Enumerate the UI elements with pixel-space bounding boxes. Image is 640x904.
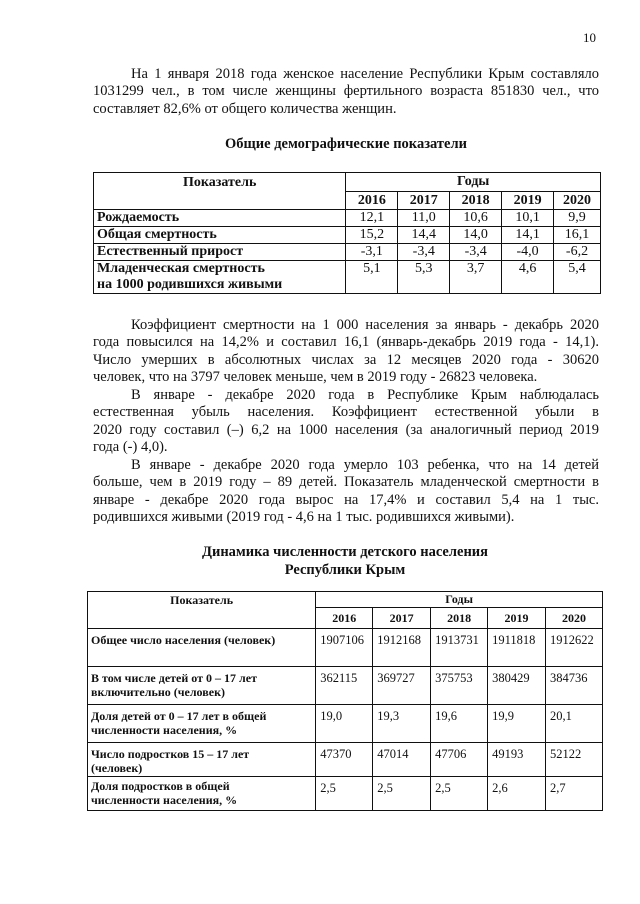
cell-value: 1911818: [488, 629, 546, 667]
cell-value: -3,4: [450, 244, 502, 261]
paragraph-line: естественная убыль населения. Коэффициент естественной убыли в: [93, 404, 599, 421]
paragraph-line: года повысился на 14,2% и составил 16,1 (январь-декабрь 2019 года - 14,1).: [93, 334, 599, 351]
row-label-line: Доля подростков в общей: [91, 779, 230, 793]
table-row: [94, 210, 601, 227]
demographic-indicators-table: [93, 172, 601, 294]
cell-value: 2,5: [431, 777, 488, 811]
paragraph-line: Число умерших в абсолютных числах за 12 месяцев 2020 года - 30620: [93, 351, 599, 368]
cell-value: 47370: [316, 743, 373, 777]
table1-title: Общие демографические показатели: [225, 136, 467, 152]
table2-year: 2017: [373, 608, 431, 629]
cell-value: 16,1: [554, 227, 601, 244]
cell-value: 14,0: [450, 227, 502, 244]
cell-value: -4,0: [502, 244, 554, 261]
row-label-line: численности населения, %: [91, 723, 238, 737]
row-label-line: численности населения, %: [91, 793, 238, 807]
table2-year: 2019: [488, 608, 546, 629]
table1-header-indicator: Показатель: [94, 173, 346, 210]
cell-value: 52122: [546, 743, 603, 777]
row-label-line: включительно (человек): [91, 685, 225, 699]
row-label: Естественный прирост: [94, 244, 346, 261]
table2-title-line: Республики Крым: [284, 562, 406, 578]
natural-decline-paragraph: [93, 387, 599, 457]
table1-header-years: Годы: [346, 173, 601, 192]
row-label-line: Общее число населения (человек): [91, 633, 276, 647]
table-row: [88, 705, 603, 743]
cell-value: 375753: [431, 667, 488, 705]
cell-value: 5,4: [554, 261, 601, 294]
cell-value: 5,3: [398, 261, 450, 294]
cell-value: 11,0: [398, 210, 450, 227]
cell-value: 380429: [488, 667, 546, 705]
cell-value: 19,6: [431, 705, 488, 743]
row-label-line: на 1000 родившихся живыми: [97, 277, 283, 292]
cell-value: 3,7: [450, 261, 502, 294]
cell-value: 369727: [373, 667, 431, 705]
table2-title: [87, 543, 603, 579]
mortality-paragraph: [93, 317, 599, 387]
row-label: [88, 777, 316, 811]
row-label: [88, 629, 316, 667]
row-label-line: Младенческая смертность: [97, 261, 265, 276]
table2-title-line: Динамика численности детского населения: [201, 544, 488, 560]
intro-line-1: На 1 января 2018 года женское население Республики Крым составляло: [131, 66, 599, 82]
table2-header-indicator: Показатель: [88, 592, 316, 629]
cell-value: 49193: [488, 743, 546, 777]
paragraph-line: года (-) 4,0).: [93, 439, 168, 456]
row-label: [88, 667, 316, 705]
cell-value: 12,1: [346, 210, 398, 227]
intro-line-3: составляет 82,6% от общего количества женщин.: [93, 100, 397, 117]
cell-value: 19,3: [373, 705, 431, 743]
cell-value: 10,6: [450, 210, 502, 227]
cell-value: 19,0: [316, 705, 373, 743]
cell-value: 2,6: [488, 777, 546, 811]
cell-value: 10,1: [502, 210, 554, 227]
table1-year: 2020: [554, 192, 601, 210]
row-label: [88, 705, 316, 743]
table-row: [94, 244, 601, 261]
row-label: Общая смертность: [94, 227, 346, 244]
cell-value: -3,4: [398, 244, 450, 261]
cell-value: 20,1: [546, 705, 603, 743]
table-row: [94, 227, 601, 244]
table2-year: 2020: [546, 608, 603, 629]
table2-header-years: Годы: [316, 592, 603, 608]
child-population-table: [87, 591, 603, 811]
table1-year: 2016: [346, 192, 398, 210]
table1-year: 2019: [502, 192, 554, 210]
table-row: [88, 667, 603, 705]
cell-value: 14,1: [502, 227, 554, 244]
table-row: [88, 629, 603, 667]
table2-year: 2018: [431, 608, 488, 629]
cell-value: 384736: [546, 667, 603, 705]
cell-value: 14,4: [398, 227, 450, 244]
row-label-line: В том числе детей от 0 – 17 лет: [91, 671, 257, 685]
row-label-line: Число подростков 15 – 17 лет: [91, 747, 250, 761]
row-label: [94, 261, 346, 294]
cell-value: 1912168: [373, 629, 431, 667]
cell-value: 4,6: [502, 261, 554, 294]
paragraph-line: В январе - декабре 2020 года умерло 103 ребенка, что на 14 детей: [131, 457, 599, 473]
cell-value: 9,9: [554, 210, 601, 227]
cell-value: 1913731: [431, 629, 488, 667]
row-label: Рождаемость: [94, 210, 346, 227]
cell-value: 2,7: [546, 777, 603, 811]
table-row: [94, 261, 601, 294]
paragraph-line: январе - декабре 2020 года вырос на 17,4% и составил 5,4 на 1 тыс.: [93, 491, 599, 508]
cell-value: -3,1: [346, 244, 398, 261]
cell-value: 5,1: [346, 261, 398, 294]
intro-line-2: 1031299 чел., в том числе женщины фертильного возраста 851830 чел., что: [93, 83, 599, 100]
cell-value: 362115: [316, 667, 373, 705]
paragraph-line: 2020 году составил (–) 6,2 на 1000 населения (за аналогичный период 2019: [93, 421, 599, 438]
cell-value: 19,9: [488, 705, 546, 743]
row-label-line: Доля детей от 0 – 17 лет в общей: [91, 709, 267, 723]
intro-paragraph: [93, 66, 599, 118]
cell-value: 1907106: [316, 629, 373, 667]
cell-value: 47706: [431, 743, 488, 777]
table-row: [88, 743, 603, 777]
paragraph-line: больше, чем в 2019 году – 89 детей. Показатель младенческой смертности в: [93, 474, 599, 491]
paragraph-line: родившихся живыми (2019 год - 4,6 на 1 тыс. родившихся живыми).: [93, 509, 515, 526]
table-row: [88, 777, 603, 811]
row-label: [88, 743, 316, 777]
cell-value: 15,2: [346, 227, 398, 244]
table2-year: 2016: [316, 608, 373, 629]
cell-value: 2,5: [373, 777, 431, 811]
paragraph-line: Коэффициент смертности на 1 000 населения за январь - декабрь 2020: [131, 317, 599, 333]
paragraph-line: В январе - декабре 2020 года в Республике Крым наблюдалась: [131, 387, 599, 403]
page-number: 10: [583, 30, 596, 45]
table1-year: 2017: [398, 192, 450, 210]
cell-value: 1912622: [546, 629, 603, 667]
cell-value: -6,2: [554, 244, 601, 261]
paragraph-line: человек, что на 3797 человек меньше, чем в 2019 году - 26823 человека.: [93, 369, 538, 386]
row-label-line: (человек): [91, 761, 143, 775]
infant-mortality-paragraph: [93, 457, 599, 527]
cell-value: 47014: [373, 743, 431, 777]
cell-value: 2,5: [316, 777, 373, 811]
table1-year: 2018: [450, 192, 502, 210]
